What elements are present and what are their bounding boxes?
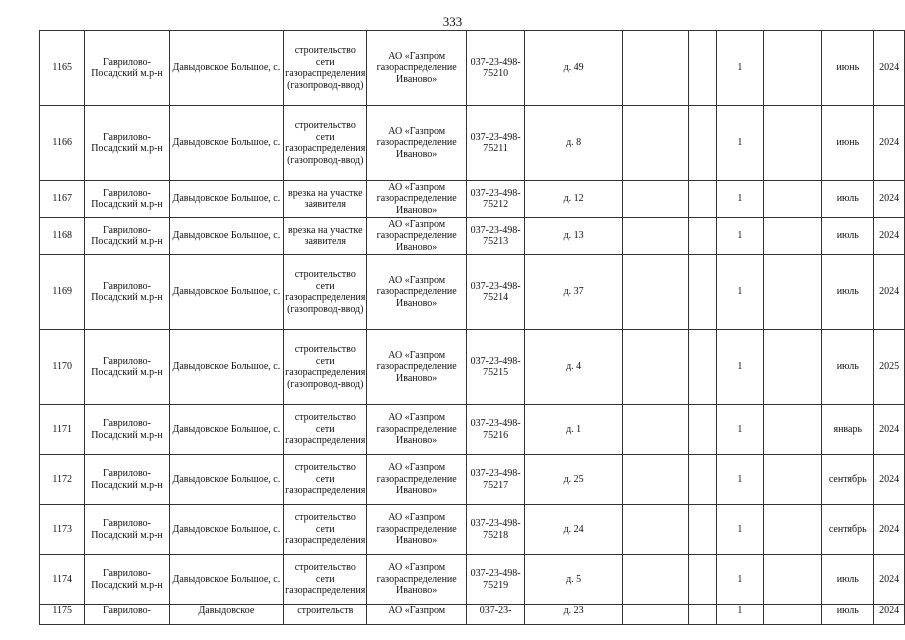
- year-cell: 2024: [874, 555, 905, 605]
- empty-cell: [689, 255, 716, 330]
- month-cell: июль: [822, 218, 874, 255]
- code-cell: 037-23-498-75218: [466, 505, 524, 555]
- month-cell: январь: [822, 405, 874, 455]
- month-cell: июль: [822, 330, 874, 405]
- empty-cell: [623, 330, 689, 405]
- empty-cell: [763, 555, 822, 605]
- house-cell: д. 23: [525, 605, 623, 625]
- district-cell: Гаврилово-Посадский м.р-н: [85, 31, 169, 106]
- house-cell: д. 25: [525, 455, 623, 505]
- empty-cell: [623, 605, 689, 625]
- house-cell: д. 4: [525, 330, 623, 405]
- year-cell: 2024: [874, 505, 905, 555]
- work-type-cell: строительство сети газораспределения (газопровод-ввод): [284, 330, 367, 405]
- house-cell: д. 5: [525, 555, 623, 605]
- empty-cell: [689, 455, 716, 505]
- table-row: [40, 31, 905, 106]
- empty-cell: [689, 31, 716, 106]
- month-cell: июль: [822, 555, 874, 605]
- table-row: [40, 455, 905, 505]
- work-type-cell: строительство сети газораспределения: [284, 505, 367, 555]
- organization-cell: АО «Газпром газораспределение Иваново»: [367, 330, 467, 405]
- empty-cell: [689, 218, 716, 255]
- empty-cell: [763, 455, 822, 505]
- district-cell: Гаврилово-Посадский м.р-н: [85, 405, 169, 455]
- code-cell: 037-23-498-75213: [466, 218, 524, 255]
- table-row: [40, 218, 905, 255]
- empty-cell: [763, 505, 822, 555]
- empty-cell: [689, 605, 716, 625]
- table-row: [40, 330, 905, 405]
- quantity-cell: 1: [716, 330, 763, 405]
- year-cell: 2024: [874, 255, 905, 330]
- work-type-cell: строительство сети газораспределения (газопровод-ввод): [284, 255, 367, 330]
- month-cell: июль: [822, 181, 874, 218]
- organization-cell: АО «Газпром газораспределение Иваново»: [367, 106, 467, 181]
- month-cell: июнь: [822, 106, 874, 181]
- empty-cell: [763, 405, 822, 455]
- year-cell: 2024: [874, 31, 905, 106]
- district-cell: Гаврилово-Посадский м.р-н: [85, 181, 169, 218]
- year-cell: 2024: [874, 405, 905, 455]
- settlement-cell: Давыдовское Большое, с.: [169, 555, 284, 605]
- empty-cell: [763, 31, 822, 106]
- year-cell: 2024: [874, 218, 905, 255]
- empty-cell: [763, 218, 822, 255]
- empty-cell: [763, 106, 822, 181]
- house-cell: д. 13: [525, 218, 623, 255]
- row-number: 1172: [40, 455, 85, 505]
- empty-cell: [623, 405, 689, 455]
- empty-cell: [623, 505, 689, 555]
- work-type-cell: строительство сети газораспределения (газопровод-ввод): [284, 106, 367, 181]
- year-cell: 2024: [874, 605, 905, 625]
- code-cell: 037-23-498-75212: [466, 181, 524, 218]
- work-type-cell: строительство сети газораспределения (газопровод-ввод): [284, 31, 367, 106]
- settlement-cell: Давыдовское Большое, с.: [169, 255, 284, 330]
- house-cell: д. 12: [525, 181, 623, 218]
- quantity-cell: 1: [716, 106, 763, 181]
- organization-cell: АО «Газпром газораспределение Иваново»: [367, 505, 467, 555]
- organization-cell: АО «Газпром: [367, 605, 467, 625]
- quantity-cell: 1: [716, 255, 763, 330]
- settlement-cell: Давыдовское: [169, 605, 284, 625]
- code-cell: 037-23-498-75219: [466, 555, 524, 605]
- row-number: 1171: [40, 405, 85, 455]
- empty-cell: [623, 181, 689, 218]
- house-cell: д. 37: [525, 255, 623, 330]
- register-table: [39, 30, 905, 625]
- table-row: [40, 405, 905, 455]
- table-row: [40, 181, 905, 218]
- code-cell: 037-23-498-75217: [466, 455, 524, 505]
- empty-cell: [763, 255, 822, 330]
- table-row: [40, 555, 905, 605]
- empty-cell: [689, 181, 716, 218]
- work-type-cell: строительство сети газораспределения: [284, 555, 367, 605]
- empty-cell: [689, 106, 716, 181]
- district-cell: Гаврилово-Посадский м.р-н: [85, 455, 169, 505]
- organization-cell: АО «Газпром газораспределение Иваново»: [367, 218, 467, 255]
- organization-cell: АО «Газпром газораспределение Иваново»: [367, 555, 467, 605]
- empty-cell: [763, 181, 822, 218]
- house-cell: д. 1: [525, 405, 623, 455]
- work-type-cell: врезка на участке заявителя: [284, 218, 367, 255]
- district-cell: Гаврилово-Посадский м.р-н: [85, 330, 169, 405]
- house-cell: д. 49: [525, 31, 623, 106]
- month-cell: сентябрь: [822, 505, 874, 555]
- month-cell: июль: [822, 605, 874, 625]
- work-type-cell: строительство сети газораспределения: [284, 455, 367, 505]
- row-number: 1169: [40, 255, 85, 330]
- empty-cell: [689, 505, 716, 555]
- quantity-cell: 1: [716, 555, 763, 605]
- organization-cell: АО «Газпром газораспределение Иваново»: [367, 255, 467, 330]
- code-cell: 037-23-498-75210: [466, 31, 524, 106]
- row-number: 1170: [40, 330, 85, 405]
- district-cell: Гаврилово-Посадский м.р-н: [85, 106, 169, 181]
- organization-cell: АО «Газпром газораспределение Иваново»: [367, 181, 467, 218]
- settlement-cell: Давыдовское Большое, с.: [169, 455, 284, 505]
- work-type-cell: врезка на участке заявителя: [284, 181, 367, 218]
- code-cell: 037-23-: [466, 605, 524, 625]
- quantity-cell: 1: [716, 31, 763, 106]
- table-row: [40, 106, 905, 181]
- month-cell: июнь: [822, 31, 874, 106]
- page-number: 333: [442, 14, 463, 29]
- empty-cell: [689, 555, 716, 605]
- settlement-cell: Давыдовское Большое, с.: [169, 330, 284, 405]
- district-cell: Гаврилово-Посадский м.р-н: [85, 218, 169, 255]
- district-cell: Гаврилово-Посадский м.р-н: [85, 555, 169, 605]
- empty-cell: [623, 455, 689, 505]
- quantity-cell: 1: [716, 218, 763, 255]
- quantity-cell: 1: [716, 181, 763, 218]
- empty-cell: [623, 31, 689, 106]
- code-cell: 037-23-498-75216: [466, 405, 524, 455]
- settlement-cell: Давыдовское Большое, с.: [169, 31, 284, 106]
- table-row: [40, 255, 905, 330]
- empty-cell: [623, 106, 689, 181]
- organization-cell: АО «Газпром газораспределение Иваново»: [367, 405, 467, 455]
- year-cell: 2024: [874, 455, 905, 505]
- work-type-cell: строительство сети газораспределения: [284, 405, 367, 455]
- row-number: 1165: [40, 31, 85, 106]
- table-row: [40, 605, 905, 625]
- empty-cell: [623, 218, 689, 255]
- code-cell: 037-23-498-75211: [466, 106, 524, 181]
- code-cell: 037-23-498-75215: [466, 330, 524, 405]
- row-number: 1174: [40, 555, 85, 605]
- house-cell: д. 8: [525, 106, 623, 181]
- month-cell: июль: [822, 255, 874, 330]
- row-number: 1167: [40, 181, 85, 218]
- settlement-cell: Давыдовское Большое, с.: [169, 405, 284, 455]
- district-cell: Гаврилово-Посадский м.р-н: [85, 505, 169, 555]
- quantity-cell: 1: [716, 505, 763, 555]
- settlement-cell: Давыдовское Большое, с.: [169, 106, 284, 181]
- row-number: 1166: [40, 106, 85, 181]
- row-number: 1168: [40, 218, 85, 255]
- empty-cell: [763, 330, 822, 405]
- work-type-cell: строительств: [284, 605, 367, 625]
- year-cell: 2025: [874, 330, 905, 405]
- district-cell: Гаврилово-Посадский м.р-н: [85, 255, 169, 330]
- month-cell: сентябрь: [822, 455, 874, 505]
- settlement-cell: Давыдовское Большое, с.: [169, 505, 284, 555]
- year-cell: 2024: [874, 181, 905, 218]
- quantity-cell: 1: [716, 405, 763, 455]
- year-cell: 2024: [874, 106, 905, 181]
- quantity-cell: 1: [716, 605, 763, 625]
- district-cell: Гаврилово-: [85, 605, 169, 625]
- table-row: [40, 505, 905, 555]
- organization-cell: АО «Газпром газораспределение Иваново»: [367, 31, 467, 106]
- empty-cell: [623, 555, 689, 605]
- row-number: 1175: [40, 605, 85, 625]
- empty-cell: [763, 605, 822, 625]
- empty-cell: [623, 255, 689, 330]
- settlement-cell: Давыдовское Большое, с.: [169, 181, 284, 218]
- settlement-cell: Давыдовское Большое, с.: [169, 218, 284, 255]
- empty-cell: [689, 330, 716, 405]
- quantity-cell: 1: [716, 455, 763, 505]
- row-number: 1173: [40, 505, 85, 555]
- organization-cell: АО «Газпром газораспределение Иваново»: [367, 455, 467, 505]
- empty-cell: [689, 405, 716, 455]
- house-cell: д. 24: [525, 505, 623, 555]
- code-cell: 037-23-498-75214: [466, 255, 524, 330]
